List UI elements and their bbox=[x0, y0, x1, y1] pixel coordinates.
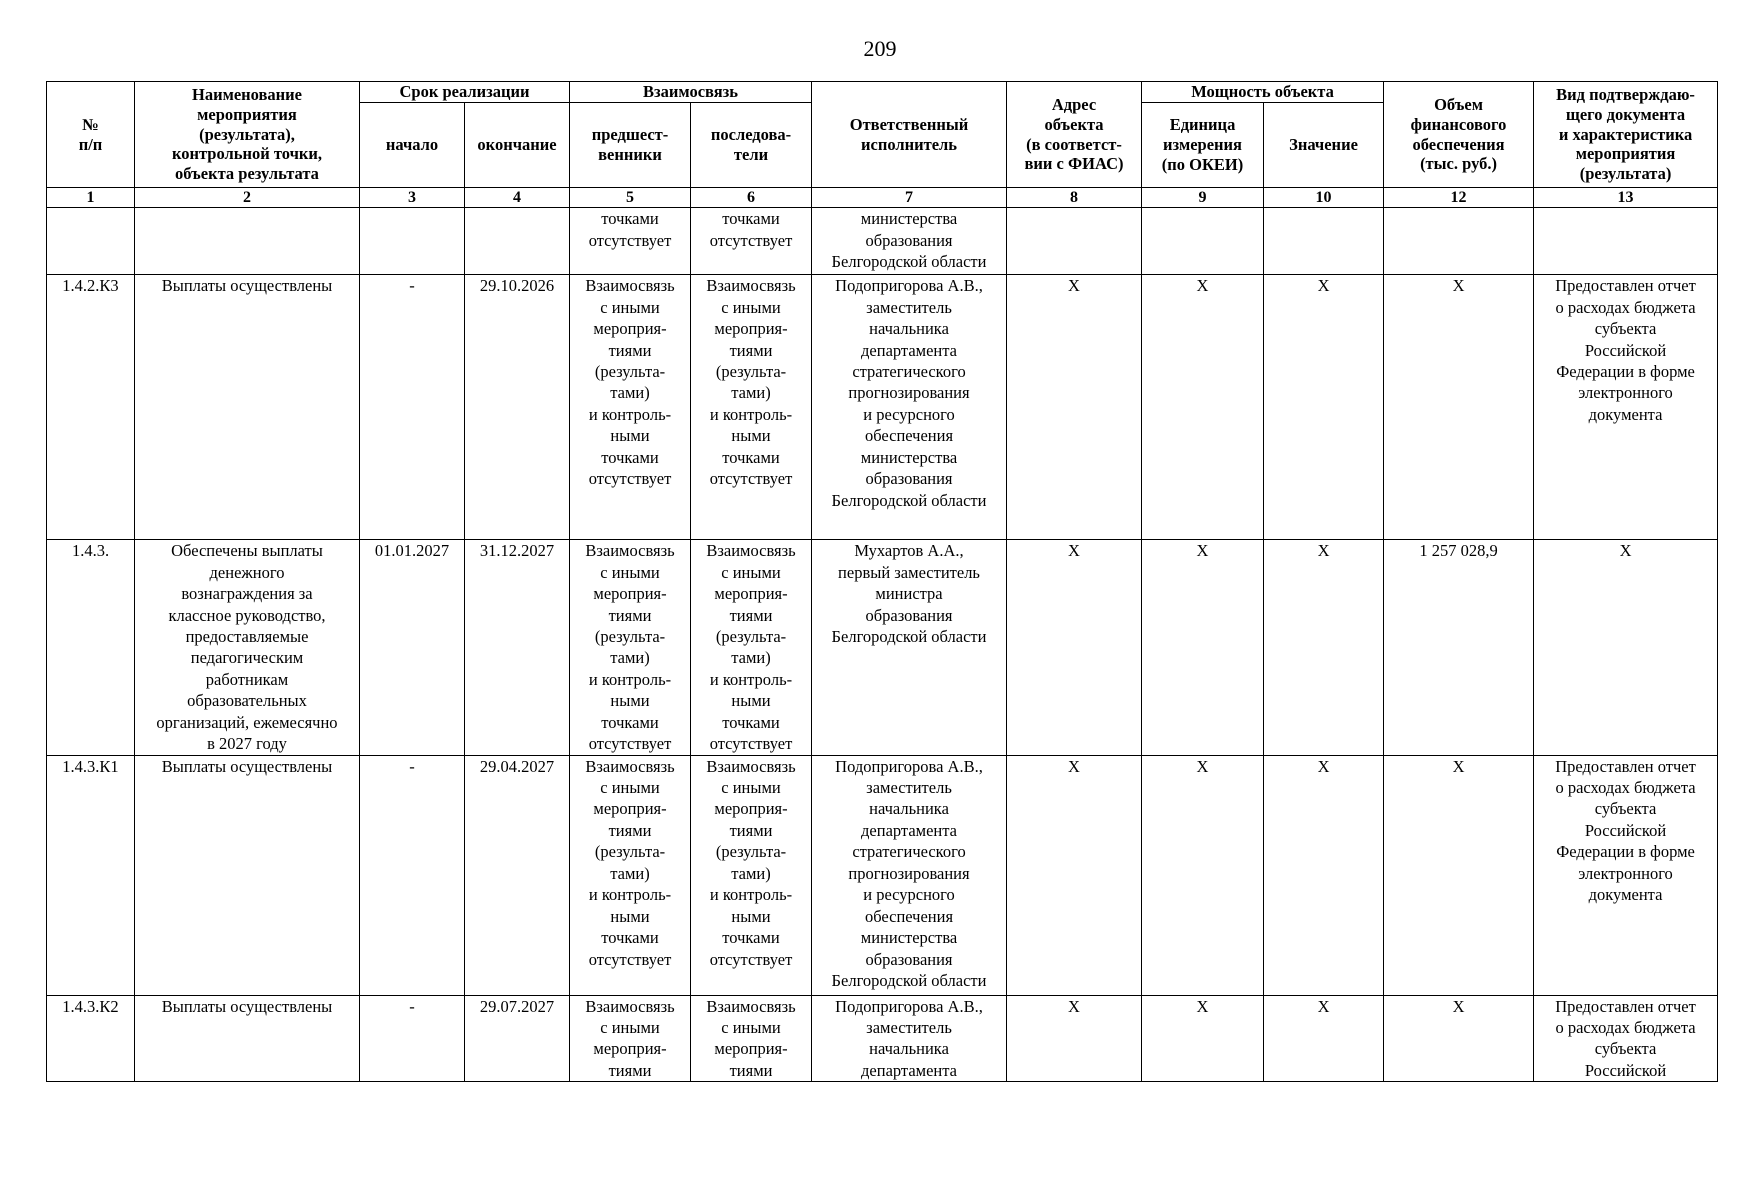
cell-document: Предоставлен отчет о расходах бюджета субъекта Российской Федерации в форме электронного документа bbox=[1534, 755, 1718, 995]
cell-document: Предоставлен отчет о расходах бюджета субъекта Российской bbox=[1534, 995, 1718, 1082]
cell-successors: точками отсутствует bbox=[691, 208, 812, 275]
cell-responsible: Подопригорова А.В., заместитель начальника департамента стратегического прогнозирования и ресурсного обеспечения министерства образования Белгородской области bbox=[812, 275, 1007, 540]
cell-start bbox=[360, 208, 465, 275]
cell-successors: Взаимосвязь с иными мероприя- тиями (результа- тами) и контроль- ными точками отсутствует bbox=[691, 755, 812, 995]
header-name: Наименование мероприятия (результата), контрольной точки, объекта результата bbox=[135, 82, 360, 188]
cell-predecessors: Взаимосвязь с иными мероприя- тиями (результа- тами) и контроль- ными точками отсутствует bbox=[570, 275, 691, 540]
cell-start: - bbox=[360, 275, 465, 540]
column-number: 4 bbox=[465, 188, 570, 208]
header-num: № п/п bbox=[47, 82, 135, 188]
column-number: 8 bbox=[1007, 188, 1142, 208]
cell-volume: X bbox=[1384, 275, 1534, 540]
cell-end bbox=[465, 208, 570, 275]
header-end: окончание bbox=[465, 103, 570, 188]
cell-value: X bbox=[1264, 275, 1384, 540]
cell-value: X bbox=[1264, 995, 1384, 1082]
column-number: 10 bbox=[1264, 188, 1384, 208]
cell-name: Выплаты осуществлены bbox=[135, 755, 360, 995]
cell-address: X bbox=[1007, 540, 1142, 755]
column-number: 3 bbox=[360, 188, 465, 208]
header-unit: Единица измерения (по ОКЕИ) bbox=[1142, 103, 1264, 188]
cell-address: X bbox=[1007, 995, 1142, 1082]
cell-unit bbox=[1142, 208, 1264, 275]
column-number: 1 bbox=[47, 188, 135, 208]
cell-end: 29.10.2026 bbox=[465, 275, 570, 540]
cell-document: Предоставлен отчет о расходах бюджета субъекта Российской Федерации в форме электронного документа bbox=[1534, 275, 1718, 540]
cell-predecessors: точками отсутствует bbox=[570, 208, 691, 275]
cell-address: X bbox=[1007, 275, 1142, 540]
cell-unit: X bbox=[1142, 275, 1264, 540]
cell-num: 1.4.3.К2 bbox=[47, 995, 135, 1082]
cell-start: - bbox=[360, 995, 465, 1082]
column-number: 7 bbox=[812, 188, 1007, 208]
header-term: Срок реализации bbox=[360, 82, 570, 103]
table-row bbox=[47, 208, 1718, 275]
table-row bbox=[47, 540, 1718, 755]
column-numbers-row bbox=[47, 188, 1718, 208]
column-number: 13 bbox=[1534, 188, 1718, 208]
cell-unit: X bbox=[1142, 995, 1264, 1082]
header-row bbox=[47, 82, 1718, 103]
column-number: 2 bbox=[135, 188, 360, 208]
header-start: начало bbox=[360, 103, 465, 188]
cell-value: X bbox=[1264, 540, 1384, 755]
cell-name: Выплаты осуществлены bbox=[135, 995, 360, 1082]
cell-num: 1.4.3.К1 bbox=[47, 755, 135, 995]
cell-document bbox=[1534, 208, 1718, 275]
column-number: 9 bbox=[1142, 188, 1264, 208]
cell-predecessors: Взаимосвязь с иными мероприя- тиями (результа- тами) и контроль- ными точками отсутствует bbox=[570, 540, 691, 755]
cell-num: 1.4.2.К3 bbox=[47, 275, 135, 540]
cell-address bbox=[1007, 208, 1142, 275]
header-value: Значение bbox=[1264, 103, 1384, 188]
header-volume: Объем финансового обеспечения (тыс. руб.) bbox=[1384, 82, 1534, 188]
cell-successors: Взаимосвязь с иными мероприя- тиями (результа- тами) и контроль- ными точками отсутствует bbox=[691, 275, 812, 540]
cell-responsible: Мухартов А.А., первый заместитель министра образования Белгородской области bbox=[812, 540, 1007, 755]
cell-volume: X bbox=[1384, 755, 1534, 995]
cell-start: - bbox=[360, 755, 465, 995]
column-number: 12 bbox=[1384, 188, 1534, 208]
column-number: 5 bbox=[570, 188, 691, 208]
cell-name: Выплаты осуществлены bbox=[135, 275, 360, 540]
cell-predecessors: Взаимосвязь с иными мероприя- тиями bbox=[570, 995, 691, 1082]
header-predecessors: предшест- венники bbox=[570, 103, 691, 188]
cell-volume: 1 257 028,9 bbox=[1384, 540, 1534, 755]
header-address: Адрес объекта (в соответст- вии с ФИАС) bbox=[1007, 82, 1142, 188]
cell-successors: Взаимосвязь с иными мероприя- тиями (результа- тами) и контроль- ными точками отсутствует bbox=[691, 540, 812, 755]
cell-volume bbox=[1384, 208, 1534, 275]
header-link: Взаимосвязь bbox=[570, 82, 812, 103]
table-row bbox=[47, 995, 1718, 1082]
cell-volume: X bbox=[1384, 995, 1534, 1082]
header-power: Мощность объекта bbox=[1142, 82, 1384, 103]
table-row bbox=[47, 275, 1718, 540]
header-responsible: Ответственный исполнитель bbox=[812, 82, 1007, 188]
cell-value bbox=[1264, 208, 1384, 275]
header-successors: последова- тели bbox=[691, 103, 812, 188]
cell-predecessors: Взаимосвязь с иными мероприя- тиями (результа- тами) и контроль- ными точками отсутствует bbox=[570, 755, 691, 995]
cell-num: 1.4.3. bbox=[47, 540, 135, 755]
cell-responsible: министерства образования Белгородской области bbox=[812, 208, 1007, 275]
cell-address: X bbox=[1007, 755, 1142, 995]
cell-end: 31.12.2027 bbox=[465, 540, 570, 755]
cell-unit: X bbox=[1142, 755, 1264, 995]
cell-name: Обеспечены выплаты денежного вознаграждения за классное руководство, предоставляемые педагогическим работникам образовательных организаций, ежемесячно в 2027 году bbox=[135, 540, 360, 755]
page-number: 209 bbox=[863, 36, 897, 61]
cell-name bbox=[135, 208, 360, 275]
plan-table bbox=[46, 81, 1718, 1082]
cell-unit: X bbox=[1142, 540, 1264, 755]
column-number: 6 bbox=[691, 188, 812, 208]
cell-successors: Взаимосвязь с иными мероприя- тиями bbox=[691, 995, 812, 1082]
header-document: Вид подтверждаю- щего документа и характеристика мероприятия (результата) bbox=[1534, 82, 1718, 188]
cell-value: X bbox=[1264, 755, 1384, 995]
cell-num bbox=[47, 208, 135, 275]
table-row bbox=[47, 755, 1718, 995]
cell-start: 01.01.2027 bbox=[360, 540, 465, 755]
cell-document: X bbox=[1534, 540, 1718, 755]
cell-responsible: Подопригорова А.В., заместитель начальника департамента стратегического прогнозирования и ресурсного обеспечения министерства образования Белгородской области bbox=[812, 755, 1007, 995]
cell-end: 29.07.2027 bbox=[465, 995, 570, 1082]
cell-end: 29.04.2027 bbox=[465, 755, 570, 995]
cell-responsible: Подопригорова А.В., заместитель начальника департамента bbox=[812, 995, 1007, 1082]
